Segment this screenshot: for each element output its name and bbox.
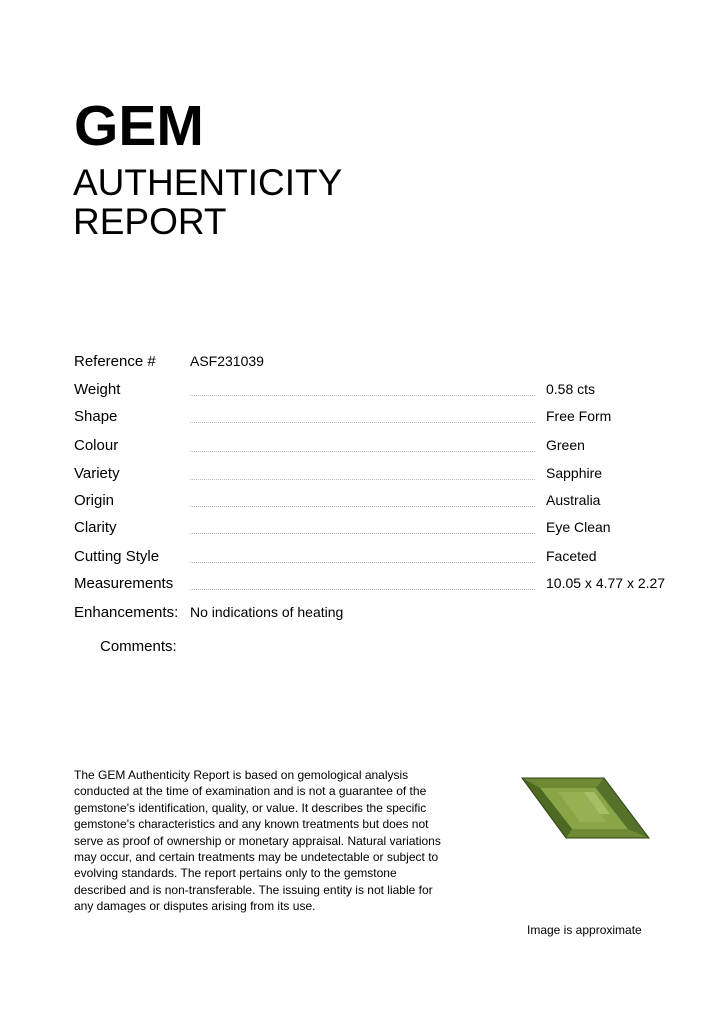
detail-row-variety [74,465,674,489]
detail-label: Clarity [74,519,117,536]
reference-value: ASF231039 [190,353,264,369]
dotted-leader [190,395,535,396]
report-brand: GEM [74,94,204,158]
comments-label: Comments: [100,638,177,655]
dotted-leader [190,451,535,452]
detail-row-colour [74,437,674,461]
detail-row-weight [74,381,674,405]
dotted-leader [190,533,535,534]
detail-value: Eye Clean [546,519,611,535]
reference-label: Reference # [74,353,156,370]
disclaimer-text: The GEM Authenticity Report is based on gemological analysis conducted at the time of examination and is not a guarantee of the gemstone's identification, quality, or value. It describes the specific gemstone's characteristics and any known treatments but does not serve as proof of ownership or monetary appraisal. Natural variations may occur, and certain treatments may be undetectable or subject to evolving standards. The report pertains only to the gemstone described and is non-transferable. The issuing entity is not liable for any damages or disputes arising from its use. [74,768,441,914]
detail-row-shape [74,408,674,432]
detail-label: Variety [74,465,120,482]
report-title-line2: REPORT [73,201,227,242]
report-title-line1: AUTHENTICITY [73,162,343,203]
detail-label: Origin [74,492,115,509]
detail-label: Colour [74,437,119,454]
detail-value: 0.58 cts [546,381,596,397]
detail-row-measurements [74,575,674,599]
report-title [73,163,342,241]
detail-value: Green [546,437,585,453]
enhancements-label: Enhancements: [74,604,179,621]
detail-value: Australia [546,492,601,508]
image-caption: Image is approximate [527,923,642,937]
detail-row-cutting-style [74,548,674,572]
detail-value: Faceted [546,548,597,564]
enhancements-row [74,604,674,628]
detail-label: Weight [74,381,121,398]
green-sapphire-gem-icon [518,774,652,842]
dotted-leader [190,422,535,423]
detail-row-origin [74,492,674,516]
detail-value: Free Form [546,408,612,424]
detail-value: 10.05 x 4.77 x 2.27 [546,575,666,591]
enhancements-value: No indications of heating [190,604,344,620]
dotted-leader [190,589,535,590]
detail-label: Cutting Style [74,548,160,565]
detail-row-clarity [74,519,674,543]
dotted-leader [190,562,535,563]
dotted-leader [190,506,535,507]
detail-label: Shape [74,408,118,425]
detail-value: Sapphire [546,465,603,481]
detail-label: Measurements [74,575,174,592]
reference-row [74,353,674,377]
dotted-leader [190,479,535,480]
